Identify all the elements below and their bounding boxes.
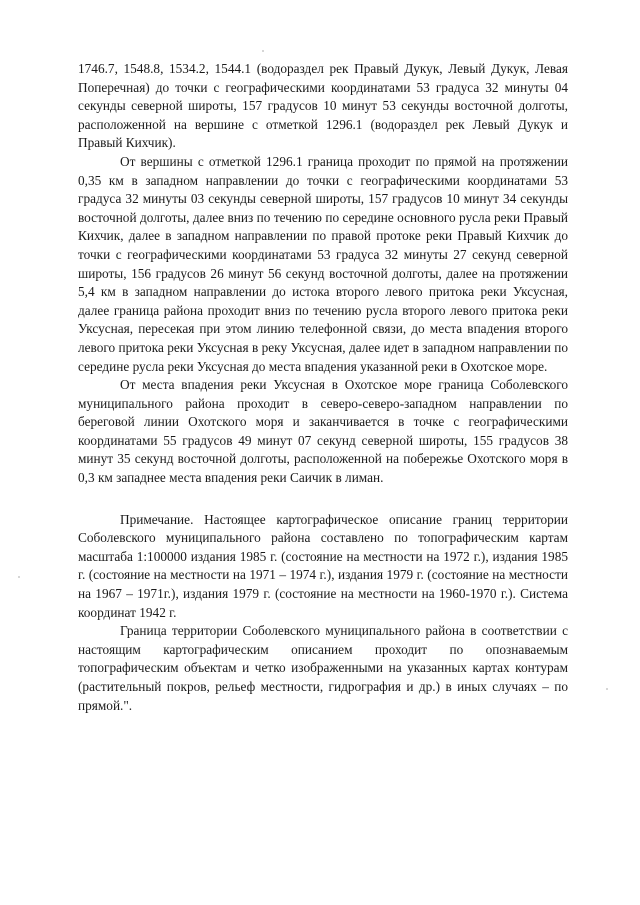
scan-speck: [18, 576, 20, 578]
paragraph-gap: [78, 488, 568, 511]
paragraph-5: Граница территории Соболевского муниципального района в соответствии с настоящим картографическим описанием проходит по опознаваемым топографическим объектам и четко изображенными на указанных картах контурам (растительный покров, рельеф местности, гидрография и др.) в иных случаях – по прямой.".: [78, 623, 568, 713]
paragraph-3: От места впадения реки Уксусная в Охотское море граница Соболевского муниципального района проходит в северо-северо-западном направлении по береговой линии Охотского моря и заканчивается в точке с географическими координатами 55 градусов 49 минут 07 секунд северной широты, 155 градусов 38 минут 35 секунд восточной долготы, расположенной на побережье Охотского моря в 0,3 км западнее места впадения реки Саичик в лиман.: [78, 377, 568, 486]
paragraph-1: 1746.7, 1548.8, 1534.2, 1544.1 (водораздел рек Правый Дукук, Левый Дукук, Левая Поперечная) до точки с географическими координатами 53 градуса 32 минуты 04 секунды северной широты, 157 градусов 10 минут 53 секунды восточной долготы, расположенной на вершине с отметкой 1296.1 (водораздел рек Левый Дукук и Правый Кихчик).: [78, 61, 568, 151]
scan-speck: [262, 50, 264, 52]
scan-speck: [606, 688, 608, 690]
paragraph-2: От вершины с отметкой 1296.1 граница проходит по прямой на протяжении 0,35 км в западном направлении до точки с географическими координатами 53 градуса 32 минуты 03 секунды северной широты, 157 градусов 10 минут 34 секунды восточной долготы, далее вниз по течению по середине основного русла реки Правый Кихчик, далее в западном направлении по правой протоке реки Правый Кихчик до точки с географическими координатами 53 градуса 32 минуты 27 секунд северной широты, 156 градусов 26 минут 56 секунд восточной долготы, далее на протяжении 5,4 км в западном направлении до истока второго левого притока реки Уксусная, далее граница района проходит вниз по течению русла второго левого притока реки Уксусная, пересекая при этом линию телефонной связи, до места впадения второго левого притока реки Уксусная в реку Уксусная, далее идет в западном направлении по середине русла реки Уксусная до места впадения указанной реки в Охотское море.: [78, 153, 568, 374]
note-paragraph: Примечание. Настоящее картографическое описание границ территории Соболевского муниципального района составлено по топографическим картам масштаба 1:100000 издания 1985 г. (состояние на местности на 1972 г.), издания 1985 г. (состояние на местности на 1971 – 1974 г.), издания 1979 г. (состояние на местности на 1967 – 1971г.), издания 1979 г. (состояние на местности на 1960-1970 г.). Система координат 1942 г.: [78, 511, 568, 620]
document-page: [78, 60, 568, 715]
